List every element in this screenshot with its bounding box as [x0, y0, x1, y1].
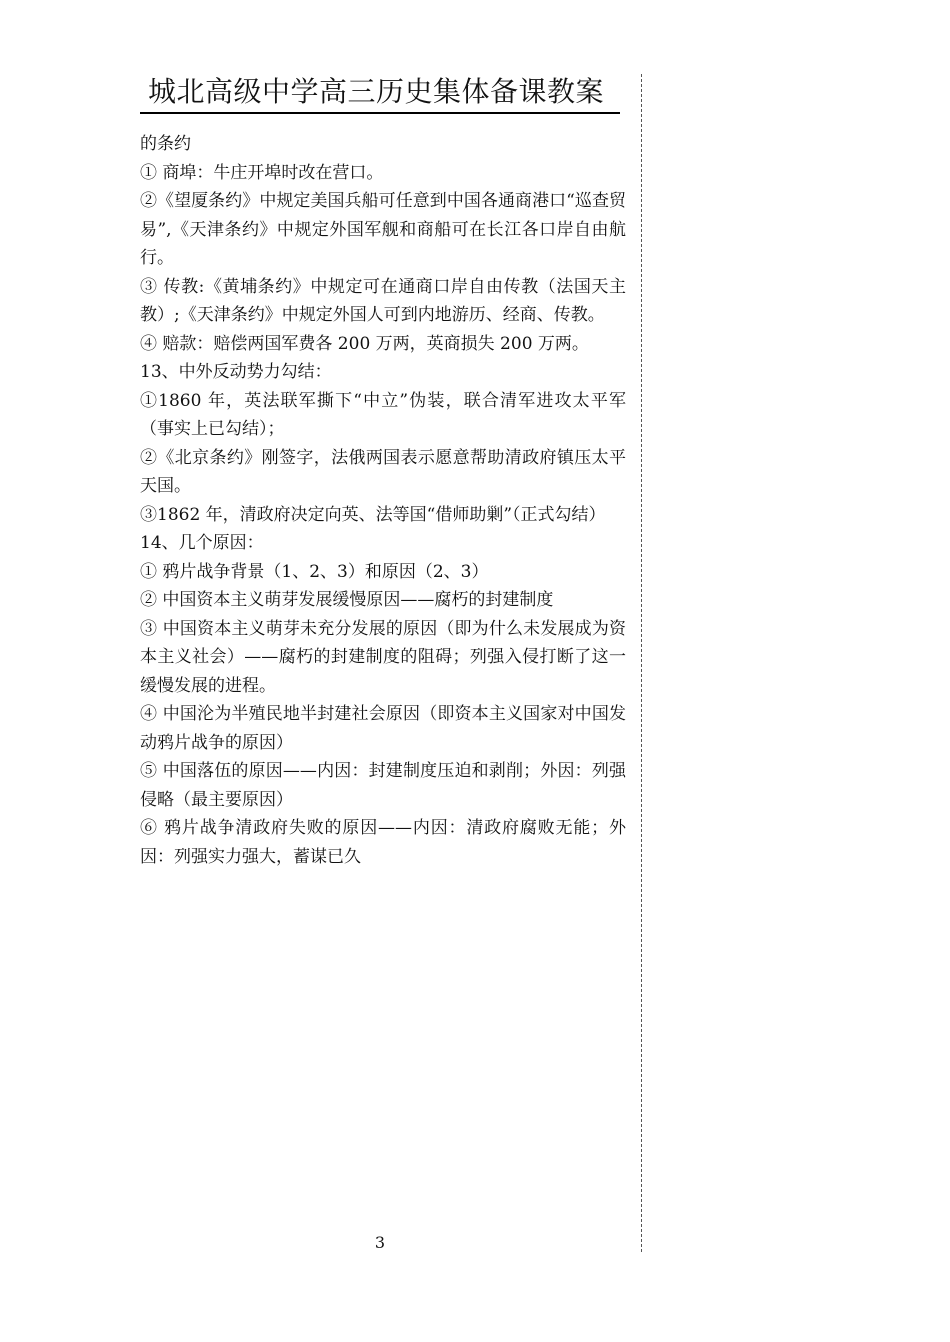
page-header — [140, 74, 620, 114]
paragraph-reason-6: ⑥ 鸦片战争清政府失败的原因——内因：清政府腐败无能；外因：列强实力强大，蓄谋已久 — [140, 818, 626, 867]
paragraph-1862: ③1862 年，清政府决定向英、法等国“借师助剿”（正式勾结） — [140, 504, 606, 525]
page-title: 城北高级中学高三历史集体备课教案 — [148, 75, 605, 108]
paragraph-navigation: ②《望厦条约》中规定美国兵船可任意到中国各通商港口“巡查贸易”,《天津条约》中规定外国军舰和商船可在长江各口岸自由航行。 — [140, 191, 626, 268]
section-heading-14: 14、几个原因： — [140, 533, 264, 553]
paragraph-1860: ①1860 年，英法联军撕下“中立”伪装，联合清军进攻太平军（事实上已勾结）； — [140, 390, 626, 439]
document-body — [140, 130, 626, 871]
paragraph-missionary: ③ 传教:《黄埔条约》中规定可在通商口岸自由传教（法国天主教）;《天津条约》中规定外国人可到内地游历、经商、传教。 — [140, 276, 626, 325]
paragraph-reason-3: ③ 中国资本主义萌芽未充分发展的原因（即为什么未发展成为资本主义社会）——腐朽的封建制度的阻碍；列强入侵打断了这一缓慢发展的进程。 — [140, 618, 626, 696]
paragraph-trade-port: ① 商埠：牛庄开埠时改在营口。 — [140, 162, 384, 183]
paragraph-treaty-tail: 的条约 — [140, 134, 191, 154]
section-heading-13: 13、中外反动势力勾结： — [140, 362, 332, 382]
page-number: 3 — [374, 1233, 386, 1252]
paragraph-reason-1: ① 鸦片战争背景（1、2、3）和原因（2、3） — [140, 561, 489, 582]
paragraph-beijing-treaty: ②《北京条约》刚签字，法俄两国表示愿意帮助清政府镇压太平天国。 — [140, 447, 626, 496]
paragraph-indemnity: ④ 赔款：赔偿两国军费各 200 万两，英商损失 200 万两。 — [140, 333, 589, 354]
paragraph-reason-5: ⑤ 中国落伍的原因——内因：封建制度压迫和剥削；外因：列强侵略（最主要原因） — [140, 761, 626, 810]
binding-cut-line — [641, 74, 642, 1252]
paragraph-reason-2: ② 中国资本主义萌芽发展缓慢原因——腐朽的封建制度 — [140, 590, 554, 610]
paragraph-reason-4: ④ 中国沦为半殖民地半封建社会原因（即资本主义国家对中国发动鸦片战争的原因） — [140, 704, 626, 753]
